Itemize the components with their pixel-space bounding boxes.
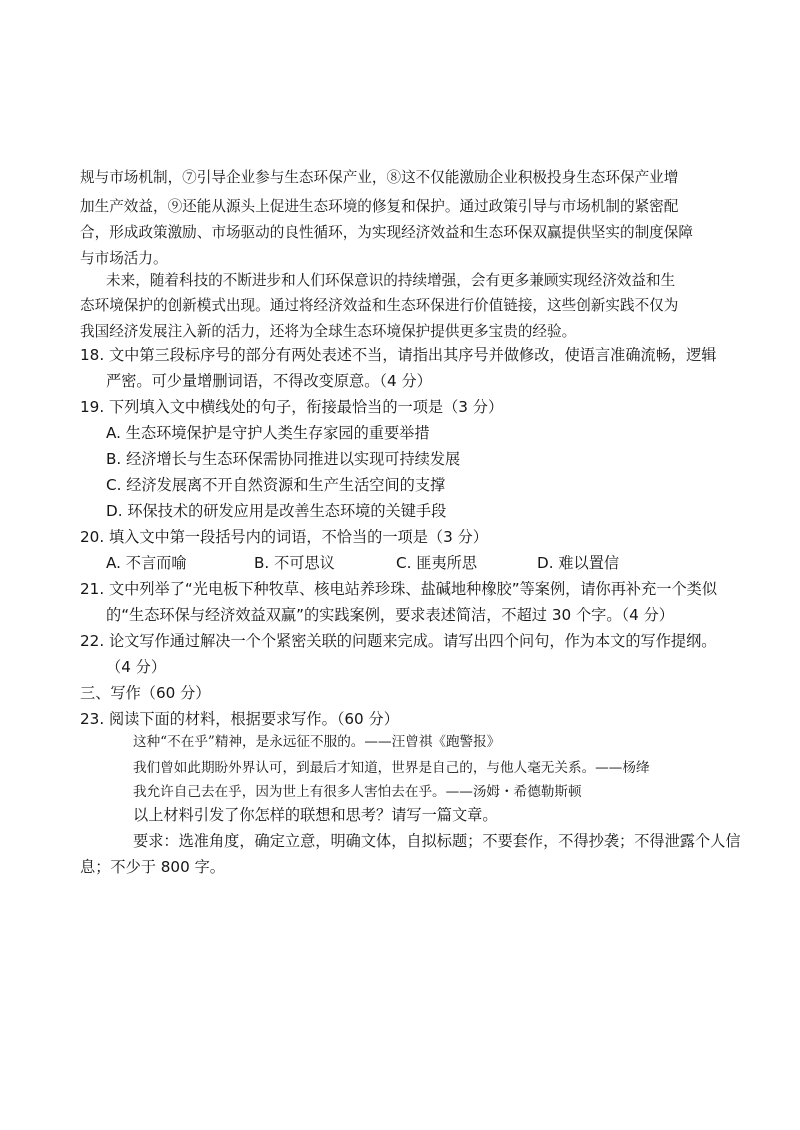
q19-option-c: C. 经济发展离不开自然资源和生产生活空间的支撑 — [106, 476, 446, 494]
passage-p3-line-3: 合，形成政策激励、市场驱动的良性循环，为实现经济效益和生态环保双赢提供坚实的制度保障 — [80, 224, 693, 241]
section-3-heading: 三、写作（60 分） — [80, 684, 211, 702]
passage-p3-line-1: 规与市场机制，⑦引导企业参与生态环保产业，⑧这不仅能激励企业积极投身生态环保产业增 — [80, 169, 679, 186]
q19-stem: 19. 下列填入文中横线处的句子，衔接最恰当的一项是（3 分） — [80, 398, 504, 416]
q20-option-a: A. 不言而喻 — [106, 554, 187, 572]
q22-line-2: （4 分） — [106, 658, 167, 676]
passage-p4-line-3: 我国经济发展注入新的活力，还将为全球生态环境保护提供更多宝贵的经验。 — [80, 323, 577, 340]
q19-option-b: B. 经济增长与生态环保需协同推进以实现可持续发展 — [106, 450, 461, 468]
q23-requirements-line-2: 息；不少于 800 字。 — [80, 858, 225, 876]
q18-line-1: 18. 文中第三段标序号的部分有两处表述不当，请指出其序号并做修改，使语言准确流畅，逻辑 — [80, 346, 717, 364]
passage-p3-line-2: 加生产效益，⑨还能从源头上促进生态环境的修复和保护。通过政策引导与市场机制的紧密配 — [80, 198, 679, 215]
q20-option-b: B. 不可思议 — [254, 554, 335, 572]
q20-option-c: C. 匪夷所思 — [396, 554, 478, 572]
q19-option-a: A. 生态环境保护是守护人类生存家园的重要举措 — [106, 424, 430, 442]
q20-option-d: D. 难以置信 — [537, 554, 620, 572]
q21-line-1: 21. 文中列举了“光电板下种牧草、核电站养珍珠、盐碱地种橡胶”等案例，请你再补充一个类似 — [80, 580, 718, 598]
q20-stem: 20. 填入文中第一段括号内的词语，不恰当的一项是（3 分） — [80, 528, 488, 546]
q23-material-3: 我允许自己去在乎，因为世上有很多人害怕去在乎。——汤姆・希德勒斯顿 — [133, 784, 582, 800]
q23-material-2: 我们曾如此期盼外界认可，到最后才知道，世界是自己的，与他人毫无关系。——杨绛 — [133, 760, 650, 776]
q21-line-2: 的“生态环保与经济效益双赢”的实践案例，要求表述简洁，不超过 30 个字。（4 分） — [106, 606, 674, 624]
passage-p4-line-2: 态环境保护的创新模式出现。通过将经济效益和生态环保进行价值链接，这些创新实践不仅为 — [80, 297, 679, 314]
q23-requirements-line-1: 要求：选准角度，确定立意，明确文体，自拟标题；不要套作，不得抄袭；不得泄露个人信 — [133, 832, 741, 850]
q23-prompt: 以上材料引发了你怎样的联想和思考？请写一篇文章。 — [133, 806, 498, 824]
q19-option-d: D. 环保技术的研发应用是改善生态环境的关键手段 — [106, 502, 447, 520]
q18-line-2: 严密。可少量增删词语，不得改变原意。（4 分） — [106, 372, 432, 390]
q23-material-1: 这种“不在乎”精神，是永远征不服的。——汪曾祺《跑警报》 — [133, 734, 501, 750]
q23-stem: 23. 阅读下面的材料，根据要求写作。（60 分） — [80, 710, 399, 728]
passage-p3-line-4: 与市场活力。 — [80, 250, 168, 267]
passage-p4-line-1: 未来，随着科技的不断进步和人们环保意识的持续增强，会有更多兼顾实现经济效益和生 — [106, 272, 676, 289]
q22-line-1: 22. 论文写作通过解决一个个紧密关联的问题来完成。请写出四个问句，作为本文的写作提纲。 — [80, 632, 717, 650]
